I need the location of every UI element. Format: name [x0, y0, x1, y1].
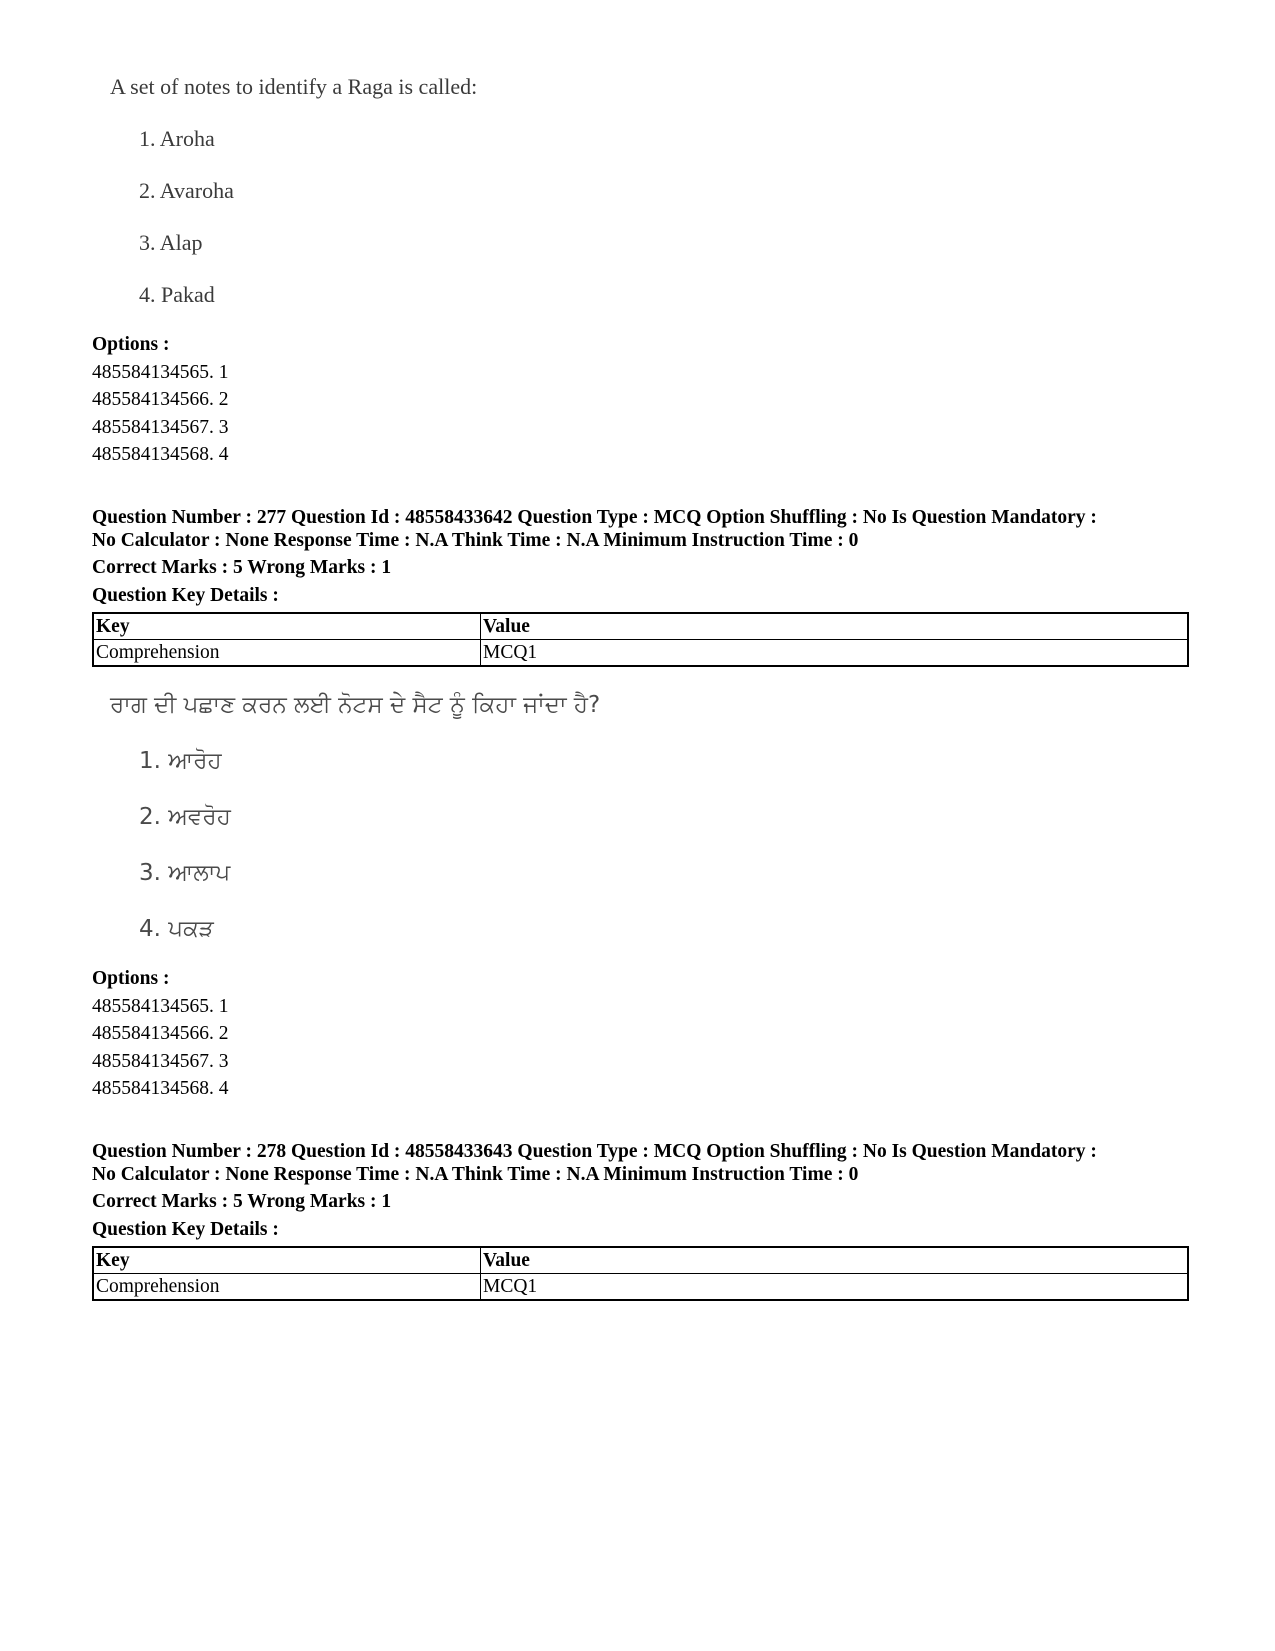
table-row [93, 1274, 1188, 1301]
option-id: 485584134568. 4 [92, 1078, 229, 1099]
choice-item: 4. Pakad [139, 282, 215, 307]
table-header-row [93, 613, 1188, 640]
option-id: 485584134566. 2 [92, 1023, 229, 1044]
marks-line: Correct Marks : 5 Wrong Marks : 1 [92, 557, 392, 578]
table-row [93, 640, 1188, 667]
option-id: 485584134568. 4 [92, 444, 229, 465]
choice-item: 3. ਆਲਾਪ [139, 860, 231, 886]
table-cell-value: MCQ1 [481, 640, 1189, 667]
question-stem-punjabi: ਰਾਗ ਦੀ ਪਛਾਣ ਕਰਨ ਲਈ ਨੋਟਸ ਦੇ ਸੈਟ ਨੂੰ ਕਿਹਾ ਜਾਂਦਾ ਹੈ? [110, 692, 601, 718]
key-details-label: Question Key Details : [92, 585, 279, 606]
option-id: 485584134567. 3 [92, 1051, 229, 1072]
option-id: 485584134567. 3 [92, 417, 229, 438]
question-header-line2: No Calculator : None Response Time : N.A Think Time : N.A Minimum Instruction Time : 0 [92, 530, 859, 551]
table-header-key: Key [93, 1247, 481, 1274]
table-cell-key: Comprehension [93, 1274, 481, 1301]
choice-item: 3. Alap [139, 230, 203, 255]
question-stem-english: A set of notes to identify a Raga is called: [110, 74, 478, 99]
question-header-line1: Question Number : 277 Question Id : 48558433642 Question Type : MCQ Option Shuffling : No Is Question Mandatory : [92, 507, 1097, 528]
options-label: Options : [92, 968, 170, 989]
table-cell-value: MCQ1 [481, 1274, 1189, 1301]
table-header-value: Value [481, 1247, 1189, 1274]
choice-item: 2. ਅਵਰੋਹ [139, 804, 231, 830]
choice-item: 4. ਪਕੜ [139, 916, 214, 942]
option-id: 485584134565. 1 [92, 362, 229, 383]
question-header-line2: No Calculator : None Response Time : N.A Think Time : N.A Minimum Instruction Time : 0 [92, 1164, 859, 1185]
options-label: Options : [92, 334, 170, 355]
option-id: 485584134565. 1 [92, 996, 229, 1017]
option-id: 485584134566. 2 [92, 389, 229, 410]
key-value-table [92, 1246, 1189, 1301]
key-value-table [92, 612, 1189, 667]
choice-item: 2. Avaroha [139, 178, 234, 203]
table-header-row [93, 1247, 1188, 1274]
marks-line: Correct Marks : 5 Wrong Marks : 1 [92, 1191, 392, 1212]
table-header-value: Value [481, 613, 1189, 640]
table-header-key: Key [93, 613, 481, 640]
choice-item: 1. ਆਰੋਹ [139, 748, 222, 774]
table-cell-key: Comprehension [93, 640, 481, 667]
choice-item: 1. Aroha [139, 126, 215, 151]
question-header-line1: Question Number : 278 Question Id : 48558433643 Question Type : MCQ Option Shuffling : No Is Question Mandatory : [92, 1141, 1097, 1162]
key-details-label: Question Key Details : [92, 1219, 279, 1240]
